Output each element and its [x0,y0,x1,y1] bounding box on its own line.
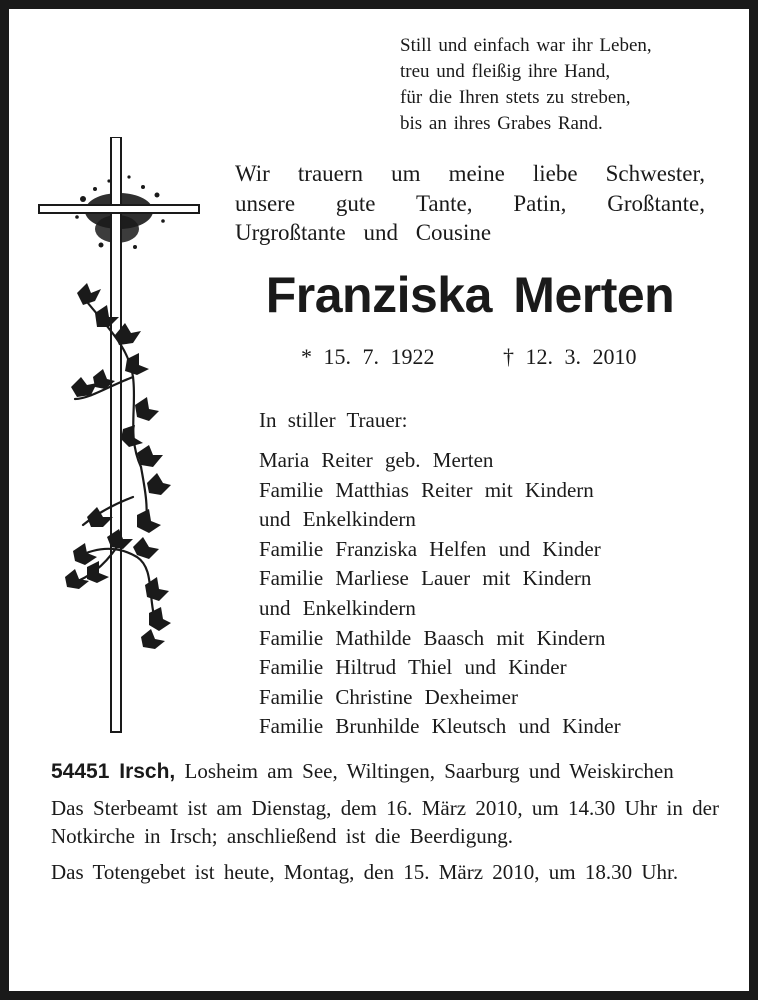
mourner-line: Familie Mathilde Baasch mit Kindern [259,625,606,650]
cross-with-ivy-icon [37,137,212,737]
mourners-heading: In stiller Trauer: [259,408,408,432]
mourner-line: Familie Marliese Lauer mit Kindern [259,566,592,591]
poem-line: bis an ihres Grabes Rand. [400,113,603,134]
intro-text [235,159,705,248]
poem [400,33,652,137]
poem-line: treu und fleißig ihre Hand, [400,61,611,82]
mourner-line: und Enkelkindern [259,507,416,532]
intro-line: Urgroßtante und Cousine [235,220,492,245]
mourner-line: und Enkelkindern [259,595,416,620]
requiem-info: Das Sterbeamt ist am Dienstag, dem 16. März 2010, um 14.30 Uhr in der Notkirche in Irsch; anschließend ist die Beerdigung. [51,796,719,848]
prayer-info: Das Totengebet ist heute, Montag, den 15. März 2010, um 18.30 Uhr. [51,860,679,884]
intro-line: unsere gute Tante, Patin, Großtante, [235,190,705,216]
mourner-line: Maria Reiter geb. Merten [259,448,494,472]
mourner-line: Familie Brunhilde Kleutsch und Kinder [259,714,621,739]
location-line [51,757,719,786]
funeral-details [51,757,719,894]
poem-line: Still und einfach war ihr Leben, [400,35,652,56]
mourner-line: Familie Matthias Reiter mit Kindern [259,477,594,502]
mourner-line: Familie Franziska Helfen und Kinder [259,536,601,561]
poem-line: für die Ihren stets zu streben, [400,87,631,108]
birth-date: * 15. 7. 1922 [301,344,435,369]
town-name: 54451 Irsch, [51,760,176,783]
mourner-line: Familie Hiltrud Thiel und Kinder [259,655,567,680]
deceased-name: Franziska Merten [265,267,675,323]
death-date: † 12. 3. 2010 [503,344,637,369]
mourners-list [259,446,621,742]
mourner-line: Familie Christine Dexheimer [259,684,518,709]
other-places: Losheim am See, Wiltingen, Saarburg und Weiskirchen [184,759,674,783]
intro-line: Wir trauern um meine liebe Schwester, [235,161,705,186]
